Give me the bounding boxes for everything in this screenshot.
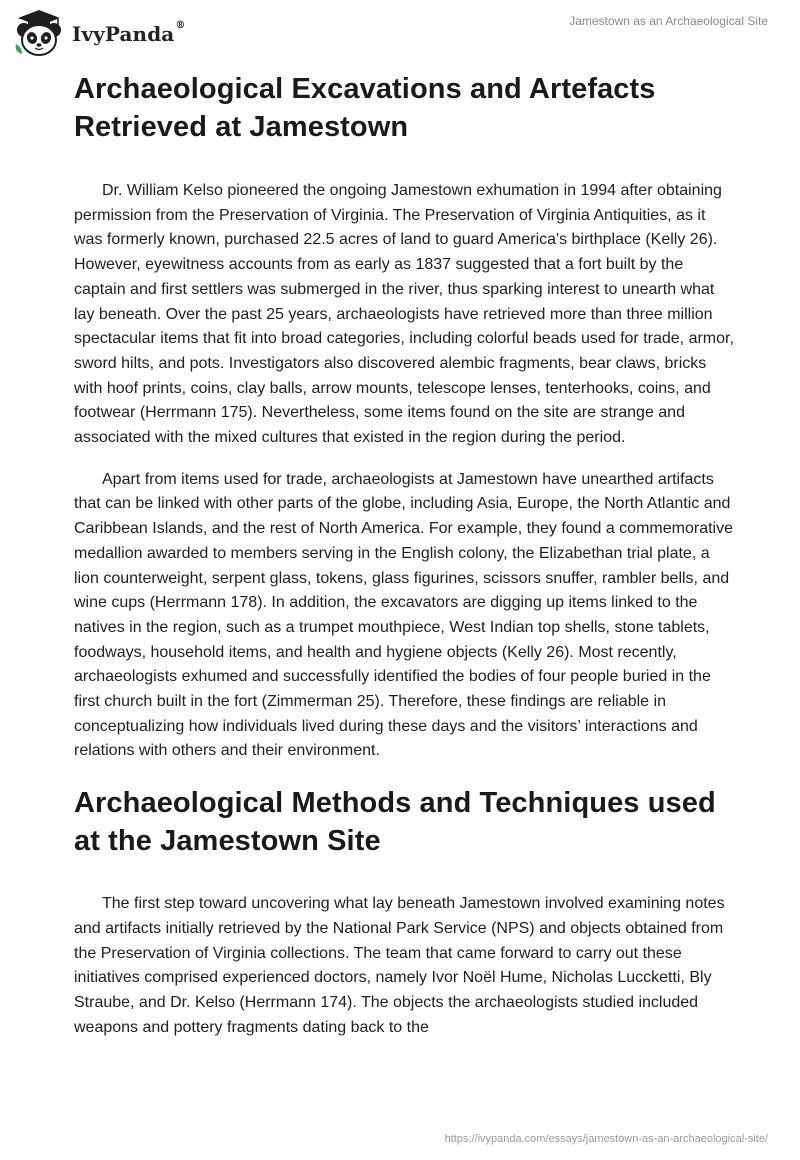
paragraph: Apart from items used for trade, archaeologists at Jamestown have unearthed artifacts that can be linked with other parts of the globe, including Asia, Europe, the North Atlantic and Caribbean Islands, and the rest of North America. For example, they found a commemorative medallion awarded to members serving in the English colony, the Elizabethan trial plate, a lion counterweight, serpent glass, tokens, glass figurines, scissors snuffer, rambler bells, and wine cups (Herrmann 178). In addition, the excavators are digging up items linked to the natives in the region, such as a trumpet mouthpiece, West Indian top shells, stone tablets, foodways, household items, and health and hygiene objects (Kelly 26). Most recently, archaeologists exhumed and successfully identified the bodies of four people buried in the first church built in the fort (Zimmerman 25). Therefore, these findings are reliable in conceptualizing how individuals lived during these days and the visitors’ interactions and relations with others and their environment. [74,470,733,760]
panda-graduate-icon [12,8,66,58]
brand-name: IvyPanda® [72,20,186,46]
page-header [0,0,800,62]
brand-logo[interactable] [12,8,185,58]
article-body [74,70,734,1040]
source-url[interactable]: https://ivypanda.com/essays/jamestown-as-an-archaeological-site/ [444,1133,768,1145]
document-title: Jamestown as an Archaeological Site [569,14,768,28]
section-heading: Archaeological Excavations and Artefacts Retrieved at Jamestown [74,73,656,143]
paragraph: The first step toward uncovering what lay beneath Jamestown involved examining notes and artifacts initially retrieved by the National Park Service (NPS) and objects obtained from the Preservation of Virginia collections. The team that came forward to carry out these initiatives comprised experienced doctors, namely Ivor Noël Hume, Nicholas Luccketti, Bly Straube, and Dr. Kelso (Herrmann 174). The objects the archaeologists studied included weapons and pottery fragments dating back to the [74,895,725,1036]
section-heading: Archaeological Methods and Techniques used at the Jamestown Site [74,787,716,858]
registered-mark: ® [175,20,186,31]
paragraph: Dr. William Kelso pioneered the ongoing Jamestown exhumation in 1994 after obtaining permission from the Preservation of Virginia. The Preservation of Virginia Antiquities, as it was formerly known, purchased 22.5 acres of land to guard America's birthplace (Kelly 26). However, eyewitness accounts from as early as 1837 suggested that a fort built by the captain and first settlers was submerged in the river, thus sparking interest to unearth what lay beneath. Over the past 25 years, archaeologists have retrieved more than three million spectacular items that fit into broad categories, including colorful beads used for trade, armor, sword hilts, and pots. Investigators also discovered alembic fragments, bear claws, bricks with hoof prints, coins, clay balls, arrow mounts, telescope lenses, tenterhooks, coins, and footwear (Herrmann 175). Nevertheless, some items found on the site are strange and associated with the mixed cultures that existed in the region during the period. [74,182,734,447]
